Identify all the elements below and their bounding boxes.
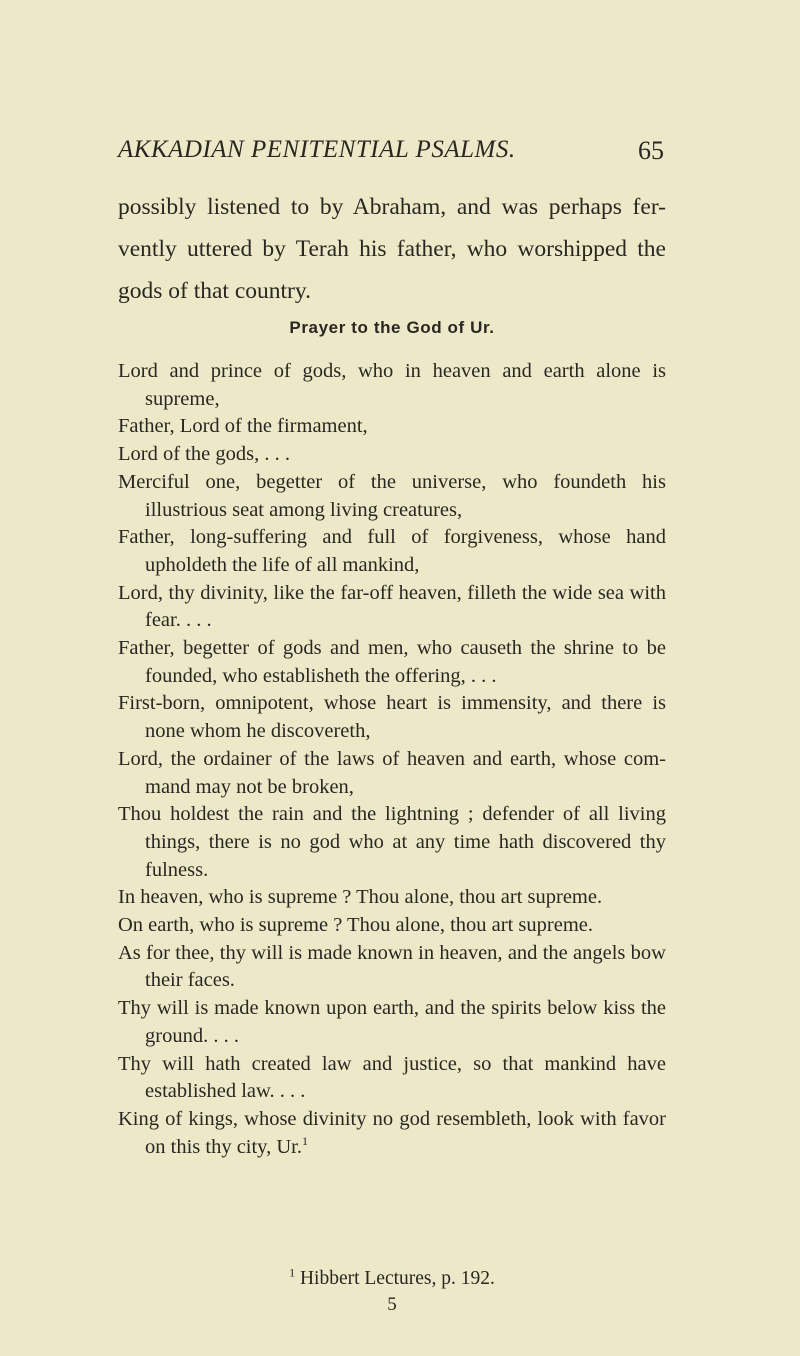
verse-line: As for thee, thy will is made known in heaven, and the angels bow their faces. [118, 941, 666, 992]
verse-line: On earth, who is supreme ? Thou alone, thou art supreme. [118, 914, 593, 937]
verse-line: Thy will is made known upon earth, and the spirits below kiss the ground. . . . [118, 997, 666, 1047]
prayer-verses [118, 358, 666, 1161]
verse-line: Father, long-suffering and full of forgiveness, whose hand upholdeth the life of all mankind, [118, 526, 666, 576]
page-number: 65 [638, 136, 664, 165]
prayer-heading: Prayer to the God of Ur. [289, 318, 495, 337]
verse-line: Lord of the gods, . . . [118, 443, 290, 466]
verse-line: Thou holdest the rain and the lightning ; defender of all living things, there is no god who at any time hath discovered thy fulness. [118, 803, 666, 881]
verse-line: Merciful one, begetter of the universe, who foundeth his illustrious seat among living creatures, [118, 470, 666, 521]
running-title: AKKADIAN PENITENTIAL PSALMS. [118, 136, 516, 163]
running-head [118, 136, 664, 172]
footnote-marker: 1 [289, 1265, 296, 1280]
signature-mark: 5 [387, 1294, 397, 1315]
verse-line: Father, Lord of the firmament, [118, 415, 368, 438]
verse-text: King of kings, whose divinity no god resembleth, look with favor on this thy city, Ur. [118, 1107, 666, 1158]
intro-paragraph: possibly listened to by Abraham, and was perhaps fer-vently uttered by Terah his father, who worshipped the gods of that country. [118, 194, 666, 304]
verse-line: Father, begetter of gods and men, who causeth the shrine to be founded, who establisheth the offering, . . . [118, 637, 666, 687]
verse-line: Lord, the ordainer of the laws of heaven and earth, whose com-mand may not be broken, [118, 747, 666, 798]
verse-line-last [118, 1106, 666, 1161]
verse-line: Lord, thy divinity, like the far-off heaven, filleth the wide sea with fear. . . . [118, 581, 666, 632]
verse-line: First-born, omnipotent, whose heart is immensity, and there is none whom he discovereth, [118, 692, 666, 743]
verse-line: In heaven, who is supreme ? Thou alone, thou art supreme. [118, 886, 603, 909]
footnote-text: Hibbert Lectures, p. 192. [299, 1268, 495, 1289]
verse-line: Lord and prince of gods, who in heaven and earth alone is supreme, [118, 360, 666, 410]
footnote [118, 1265, 666, 1290]
footnote-reference: 1 [301, 1133, 308, 1148]
verse-line: Thy will hath created law and justice, so that mankind have established law. . . . [118, 1052, 666, 1103]
